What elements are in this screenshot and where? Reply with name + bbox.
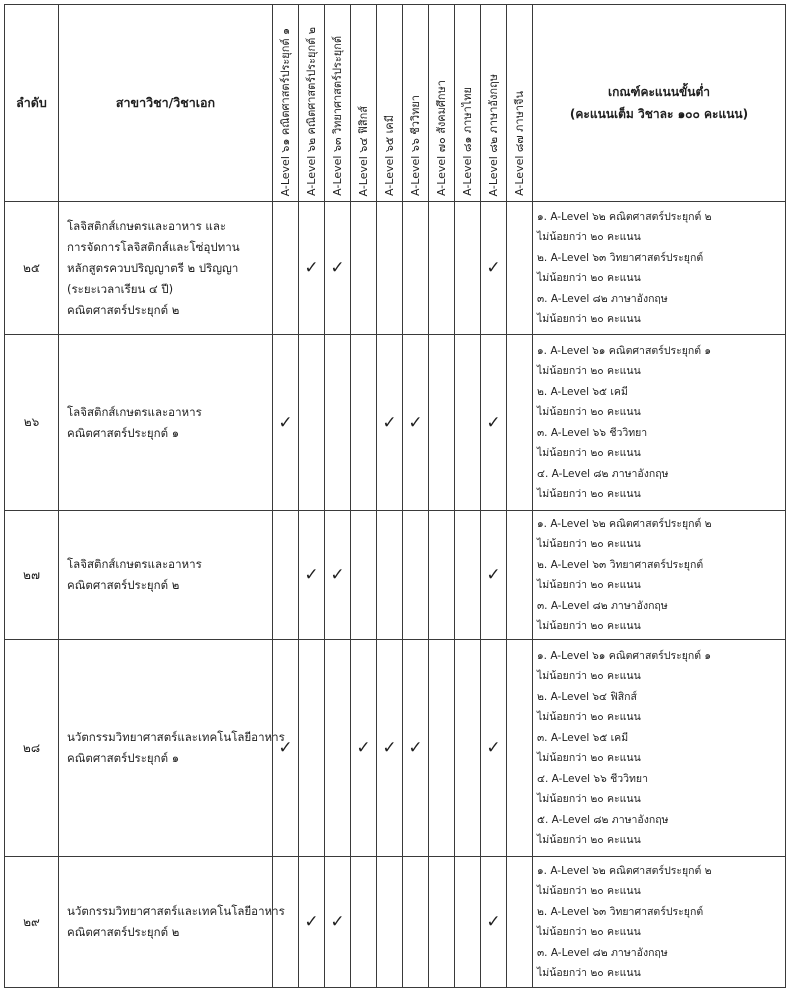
subject-cell xyxy=(351,335,377,511)
criteria-line: ไม่น้อยกว่า ๒๐ คะแนน xyxy=(537,231,641,243)
table-row xyxy=(5,335,786,511)
subject-cell xyxy=(325,511,351,640)
criteria-cell xyxy=(533,640,786,857)
header-subject-label: A-Level ๖๕ เคมี xyxy=(382,115,396,196)
criteria-line: ไม่น้อยกว่า ๒๐ คะแนน xyxy=(537,670,641,682)
subject-cell xyxy=(429,335,455,511)
program-cell xyxy=(59,202,273,335)
subject-cell xyxy=(273,857,299,988)
check-mark-icon: ✓ xyxy=(304,912,319,932)
program-line: นวัตกรรมวิทยาศาสตร์และเทคโนโลยีอาหาร xyxy=(67,730,285,744)
criteria-line: ๓. A-Level ๖๕ เคมี xyxy=(537,731,629,744)
criteria-line: ๓. A-Level ๘๒ ภาษาอังกฤษ xyxy=(537,946,668,959)
program-line: คณิตศาสตร์ประยุกต์ ๒ xyxy=(67,925,180,939)
criteria-line: ๔. A-Level ๘๒ ภาษาอังกฤษ xyxy=(537,467,669,480)
criteria-line: ๓. A-Level ๘๒ ภาษาอังกฤษ xyxy=(537,292,668,305)
program-cell xyxy=(59,640,285,857)
criteria-line: ไม่น้อยกว่า ๒๐ คะแนน xyxy=(537,926,641,938)
row-number: ๒๗ xyxy=(5,511,59,640)
check-mark-icon: ✓ xyxy=(330,565,345,585)
subject-cell xyxy=(429,511,455,640)
program-line: การจัดการโลจิสติกส์และโซ่อุปทาน xyxy=(67,239,240,254)
table-row xyxy=(5,511,786,640)
check-mark-icon: ✓ xyxy=(278,738,293,758)
subject-cell xyxy=(351,857,377,988)
header-subject xyxy=(299,5,325,202)
criteria-line: ๒. A-Level ๖๔ ฟิสิกส์ xyxy=(537,690,637,703)
subject-cell xyxy=(507,640,533,857)
check-mark-icon: ✓ xyxy=(330,258,345,278)
subject-cell xyxy=(481,640,507,857)
criteria-line: ๑. A-Level ๖๑ คณิตศาสตร์ประยุกต์ ๑ xyxy=(537,649,712,662)
check-mark-icon: ✓ xyxy=(486,738,501,758)
table-row xyxy=(5,640,786,857)
header-row xyxy=(5,5,786,202)
subject-cell xyxy=(507,202,533,335)
subject-cell xyxy=(299,202,325,335)
header-subject xyxy=(377,5,403,202)
criteria-line: ไม่น้อยกว่า ๒๐ คะแนน xyxy=(537,834,641,846)
header-subject-label: A-Level ๖๖ ชีววิทยา xyxy=(408,95,422,196)
criteria-line: ๓. A-Level ๘๒ ภาษาอังกฤษ xyxy=(537,599,668,612)
check-mark-icon: ✓ xyxy=(486,258,501,278)
program-cell xyxy=(59,335,273,511)
header-subject xyxy=(325,5,351,202)
criteria-line: ไม่น้อยกว่า ๒๐ คะแนน xyxy=(537,885,641,897)
program-cell xyxy=(59,511,273,640)
criteria-line: ๑. A-Level ๖๒ คณิตศาสตร์ประยุกต์ ๒ xyxy=(537,210,712,223)
program-line: (ระยะเวลาเรียน ๔ ปี) xyxy=(67,281,174,296)
header-subject-label: A-Level ๗๐ สังคมศึกษา xyxy=(434,79,448,196)
program-line: คณิตศาสตร์ประยุกต์ ๑ xyxy=(67,751,180,765)
header-no: ลำดับ xyxy=(5,5,59,202)
subject-cell xyxy=(481,202,507,335)
row-number: ๒๘ xyxy=(5,640,59,857)
table-body xyxy=(5,202,786,988)
criteria-line: ๑. A-Level ๖๒ คณิตศาสตร์ประยุกต์ ๒ xyxy=(537,864,712,877)
header-subject-label: A-Level ๖๑ คณิตศาสตร์ประยุกต์ ๑ xyxy=(278,27,292,196)
subject-cell xyxy=(351,511,377,640)
criteria-line: ไม่น้อยกว่า ๒๐ คะแนน xyxy=(537,967,641,979)
subject-cell xyxy=(481,857,507,988)
subject-cell xyxy=(455,335,481,511)
program-line: คณิตศาสตร์ประยุกต์ ๒ xyxy=(67,578,180,592)
row-number: ๒๖ xyxy=(5,335,59,511)
check-mark-icon: ✓ xyxy=(330,912,345,932)
check-mark-icon: ✓ xyxy=(486,412,501,433)
check-mark-icon: ✓ xyxy=(486,912,501,932)
subject-cell xyxy=(351,640,377,857)
subject-cell xyxy=(377,335,403,511)
criteria-cell xyxy=(533,511,786,640)
subject-cell xyxy=(325,640,351,857)
table-row xyxy=(5,202,786,335)
subject-cell xyxy=(377,511,403,640)
criteria-line: ไม่น้อยกว่า ๒๐ คะแนน xyxy=(537,272,641,284)
criteria-cell xyxy=(533,335,786,511)
check-mark-icon: ✓ xyxy=(408,738,423,758)
header-subject-label: A-Level ๖๓ วิทยาศาสตร์ประยุกต์ xyxy=(330,36,344,196)
subject-cell xyxy=(273,202,299,335)
criteria-line: ไม่น้อยกว่า ๒๐ คะแนน xyxy=(537,365,641,377)
criteria-line: ไม่น้อยกว่า ๒๐ คะแนน xyxy=(537,313,641,325)
subject-cell xyxy=(403,640,429,857)
criteria-line: ไม่น้อยกว่า ๒๐ คะแนน xyxy=(537,579,641,591)
subject-cell xyxy=(377,202,403,335)
subject-cell xyxy=(455,857,481,988)
header-subject-label: A-Level ๘๗ ภาษาจีน xyxy=(512,91,526,196)
check-mark-icon: ✓ xyxy=(486,565,501,585)
criteria-line: ไม่น้อยกว่า ๒๐ คะแนน xyxy=(537,752,641,764)
subject-cell xyxy=(507,335,533,511)
criteria-line: ๒. A-Level ๖๓ วิทยาศาสตร์ประยุกต์ xyxy=(537,905,704,918)
criteria-line: ๑. A-Level ๖๒ คณิตศาสตร์ประยุกต์ ๒ xyxy=(537,517,712,530)
criteria-line: ๒. A-Level ๖๕ เคมี xyxy=(537,385,628,398)
header-subject xyxy=(273,5,299,202)
subject-cell xyxy=(455,640,481,857)
program-line: โลจิสติกส์เกษตรและอาหาร xyxy=(67,557,202,571)
header-criteria xyxy=(533,5,786,202)
criteria-line: ๔. A-Level ๖๖ ชีววิทยา xyxy=(537,772,648,785)
check-mark-icon: ✓ xyxy=(304,565,319,585)
check-mark-icon: ✓ xyxy=(278,412,293,433)
criteria-line: ๒. A-Level ๖๓ วิทยาศาสตร์ประยุกต์ xyxy=(537,558,704,571)
subject-cell xyxy=(429,202,455,335)
criteria-line: ไม่น้อยกว่า ๒๐ คะแนน xyxy=(537,447,641,459)
program-line: คณิตศาสตร์ประยุกต์ ๑ xyxy=(67,425,180,440)
check-mark-icon: ✓ xyxy=(382,738,397,758)
subject-cell xyxy=(377,857,403,988)
subject-cell xyxy=(403,202,429,335)
header-subject xyxy=(481,5,507,202)
header-program: สาขาวิชา/วิชาเอก xyxy=(59,5,273,202)
subject-cell xyxy=(429,857,455,988)
header-subject-label: A-Level ๘๒ ภาษาอังกฤษ xyxy=(486,73,500,196)
header-subject-label: A-Level ๖๒ คณิตศาสตร์ประยุกต์ ๒ xyxy=(304,27,318,196)
criteria-cell xyxy=(533,857,786,988)
subject-cell xyxy=(273,335,299,511)
subject-cell xyxy=(403,857,429,988)
check-mark-icon: ✓ xyxy=(356,738,371,758)
header-subject-label: A-Level ๖๔ ฟิสิกส์ xyxy=(356,105,370,196)
check-mark-icon: ✓ xyxy=(408,412,423,433)
criteria-line: ไม่น้อยกว่า ๒๐ คะแนน xyxy=(537,406,641,418)
subject-cell xyxy=(351,202,377,335)
subject-cell xyxy=(429,640,455,857)
criteria-cell xyxy=(533,202,786,335)
subject-cell xyxy=(299,511,325,640)
check-mark-icon: ✓ xyxy=(382,412,397,433)
header-criteria-note: (คะแนนเต็ม วิชาละ ๑๐๐ คะแนน) xyxy=(569,107,749,121)
subject-cell xyxy=(455,202,481,335)
subject-cell xyxy=(325,857,351,988)
subject-cell xyxy=(403,511,429,640)
header-subject xyxy=(429,5,455,202)
program-line: นวัตกรรมวิทยาศาสตร์และเทคโนโลยีอาหาร xyxy=(67,904,285,918)
program-line: โลจิสติกส์เกษตรและอาหาร และ xyxy=(67,218,227,233)
subject-cell xyxy=(377,640,403,857)
program-line: หลักสูตรควบปริญญาตรี ๒ ปริญญา xyxy=(67,260,239,275)
criteria-line: ไม่น้อยกว่า ๒๐ คะแนน xyxy=(537,793,641,805)
program-cell xyxy=(59,857,285,988)
header-subject xyxy=(507,5,533,202)
table-row xyxy=(5,857,786,988)
subject-cell xyxy=(507,857,533,988)
header-criteria-title: เกณฑ์คะแนนขั้นต่ำ xyxy=(607,85,710,99)
criteria-line: ไม่น้อยกว่า ๒๐ คะแนน xyxy=(537,538,641,550)
criteria-line: ๓. A-Level ๖๖ ชีววิทยา xyxy=(537,426,648,439)
header-subject xyxy=(455,5,481,202)
header-subject-label: A-Level ๘๑ ภาษาไทย xyxy=(460,87,474,196)
criteria-line: ไม่น้อยกว่า ๒๐ คะแนน xyxy=(537,711,641,723)
subject-cell xyxy=(299,857,325,988)
check-mark-icon: ✓ xyxy=(304,258,319,278)
header-subject xyxy=(403,5,429,202)
admission-criteria-table xyxy=(4,4,786,988)
subject-cell xyxy=(481,511,507,640)
criteria-line: ไม่น้อยกว่า ๒๐ คะแนน xyxy=(537,488,641,500)
subject-cell xyxy=(273,640,299,857)
program-line: โลจิสติกส์เกษตรและอาหาร xyxy=(67,404,202,419)
subject-cell xyxy=(507,511,533,640)
criteria-line: ๕. A-Level ๘๒ ภาษาอังกฤษ xyxy=(537,813,669,826)
subject-cell xyxy=(481,335,507,511)
header-subject xyxy=(351,5,377,202)
subject-cell xyxy=(299,335,325,511)
subject-cell xyxy=(325,335,351,511)
row-number: ๒๕ xyxy=(5,202,59,335)
subject-cell xyxy=(403,335,429,511)
subject-cell xyxy=(325,202,351,335)
criteria-line: ๒. A-Level ๖๓ วิทยาศาสตร์ประยุกต์ xyxy=(537,251,704,264)
criteria-line: ๑. A-Level ๖๑ คณิตศาสตร์ประยุกต์ ๑ xyxy=(537,344,712,357)
criteria-line: ไม่น้อยกว่า ๒๐ คะแนน xyxy=(537,620,641,632)
subject-cell xyxy=(299,640,325,857)
row-number: ๒๙ xyxy=(5,857,59,988)
subject-cell xyxy=(273,511,299,640)
program-line: คณิตศาสตร์ประยุกต์ ๒ xyxy=(67,302,180,317)
subject-cell xyxy=(455,511,481,640)
